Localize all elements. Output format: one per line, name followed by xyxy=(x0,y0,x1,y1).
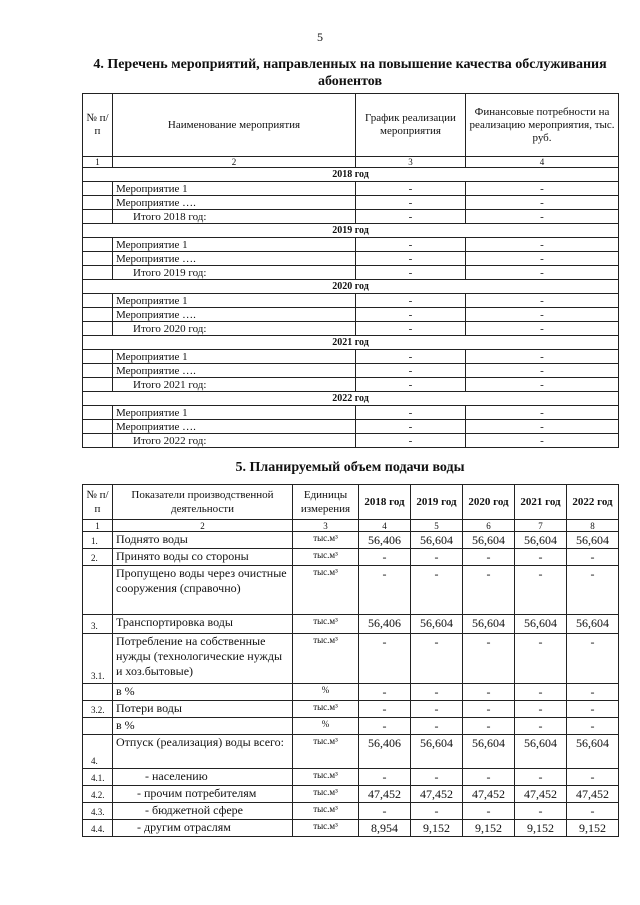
year-value: - xyxy=(359,549,411,566)
indicator-name: - прочим потребителям xyxy=(113,786,293,803)
year-value: - xyxy=(515,566,567,615)
year-label: 2018 год xyxy=(83,168,619,182)
year-group-row xyxy=(83,280,619,294)
water-table-header xyxy=(83,485,619,520)
year-value: 8,954 xyxy=(359,820,411,837)
unit: тыс.м³ xyxy=(293,820,359,837)
indicator-row xyxy=(83,634,619,684)
event-name: Мероприятие …. xyxy=(113,420,356,434)
year-value: 47,452 xyxy=(567,786,619,803)
year-value: 56,604 xyxy=(411,615,463,634)
year-value: - xyxy=(463,549,515,566)
year-value: - xyxy=(463,701,515,718)
year-value: 9,152 xyxy=(411,820,463,837)
year-value: - xyxy=(359,769,411,786)
year-value: - xyxy=(359,634,411,684)
event-finance: - xyxy=(466,378,619,392)
event-num xyxy=(83,322,113,336)
event-schedule: - xyxy=(356,294,466,308)
event-num xyxy=(83,434,113,448)
indicator-name: Отпуск (реализация) воды всего: xyxy=(113,735,293,769)
indicator-name: Принято воды со стороны xyxy=(113,549,293,566)
row-num: 3.2. xyxy=(83,701,113,718)
year-value: 9,152 xyxy=(463,820,515,837)
header-schedule: График реализации мероприятия xyxy=(356,94,466,157)
year-value: - xyxy=(515,803,567,820)
event-finance: - xyxy=(466,308,619,322)
year-value: 56,604 xyxy=(567,735,619,769)
page-number: 5 xyxy=(317,30,323,44)
year-value: - xyxy=(411,566,463,615)
event-name: Мероприятие …. xyxy=(113,252,356,266)
indicator-row xyxy=(83,735,619,769)
year-value: - xyxy=(411,549,463,566)
event-row xyxy=(83,238,619,252)
event-finance: - xyxy=(466,196,619,210)
column-number: 5 xyxy=(411,520,463,532)
event-name: Мероприятие 1 xyxy=(113,406,356,420)
year-value: - xyxy=(515,769,567,786)
header-unit: Единицы измерения xyxy=(293,485,359,520)
event-finance: - xyxy=(466,238,619,252)
event-name: Мероприятие 1 xyxy=(113,350,356,364)
year-label: 2022 год xyxy=(83,392,619,406)
column-number: 4 xyxy=(466,157,619,168)
year-value: 47,452 xyxy=(463,786,515,803)
header-num: № п/п xyxy=(83,94,113,157)
event-schedule: - xyxy=(356,182,466,196)
event-row xyxy=(83,364,619,378)
event-num xyxy=(83,420,113,434)
year-total-label: Итого 2022 год: xyxy=(113,434,356,448)
event-num xyxy=(83,308,113,322)
year-group-row xyxy=(83,336,619,350)
header-year: 2022 год xyxy=(567,485,619,520)
row-num: 3. xyxy=(83,615,113,634)
year-value: 56,604 xyxy=(463,532,515,549)
year-value: - xyxy=(515,684,567,701)
event-num xyxy=(83,406,113,420)
indicator-row xyxy=(83,820,619,837)
unit: тыс.м³ xyxy=(293,634,359,684)
event-num xyxy=(83,378,113,392)
unit: тыс.м³ xyxy=(293,532,359,549)
header-year: 2019 год xyxy=(411,485,463,520)
event-num xyxy=(83,182,113,196)
header-num: № п/п xyxy=(83,485,113,520)
event-row xyxy=(83,434,619,448)
event-num xyxy=(83,196,113,210)
column-number: 7 xyxy=(515,520,567,532)
indicator-name: Поднято воды xyxy=(113,532,293,549)
year-value: 56,604 xyxy=(463,735,515,769)
year-value: 9,152 xyxy=(567,820,619,837)
year-value: - xyxy=(359,566,411,615)
event-row xyxy=(83,350,619,364)
year-value: - xyxy=(567,634,619,684)
year-value: - xyxy=(567,684,619,701)
event-finance: - xyxy=(466,252,619,266)
event-name: Мероприятие …. xyxy=(113,364,356,378)
column-numbers-row xyxy=(83,520,619,532)
event-finance: - xyxy=(466,406,619,420)
event-finance: - xyxy=(466,434,619,448)
event-num xyxy=(83,266,113,280)
row-num: 4.3. xyxy=(83,803,113,820)
unit: тыс.м³ xyxy=(293,786,359,803)
indicator-row xyxy=(83,701,619,718)
indicator-name: - населению xyxy=(113,769,293,786)
indicator-row xyxy=(83,615,619,634)
event-row xyxy=(83,196,619,210)
year-value: 56,604 xyxy=(515,532,567,549)
year-value: - xyxy=(359,701,411,718)
indicator-name: Потребление на собственные нужды (технологические нужды и хоз.бытовые) xyxy=(113,634,293,684)
event-num xyxy=(83,210,113,224)
water-supply-table xyxy=(82,484,619,837)
year-value: 47,452 xyxy=(359,786,411,803)
indicator-name: в % xyxy=(113,684,293,701)
year-group-row xyxy=(83,168,619,182)
year-value: - xyxy=(359,803,411,820)
unit: % xyxy=(293,684,359,701)
row-num xyxy=(83,718,113,735)
year-label: 2021 год xyxy=(83,336,619,350)
events-table xyxy=(82,93,619,448)
unit: тыс.м³ xyxy=(293,615,359,634)
row-num xyxy=(83,684,113,701)
year-value: 56,604 xyxy=(411,532,463,549)
header-year: 2021 год xyxy=(515,485,567,520)
year-value: 56,604 xyxy=(463,615,515,634)
column-number: 3 xyxy=(356,157,466,168)
year-value: - xyxy=(359,718,411,735)
row-num: 4.1. xyxy=(83,769,113,786)
event-finance: - xyxy=(466,322,619,336)
year-label: 2019 год xyxy=(83,224,619,238)
section-5-title: 5. Планируемый объем подачи воды xyxy=(235,460,465,475)
year-value: 47,452 xyxy=(411,786,463,803)
event-name: Мероприятие …. xyxy=(113,196,356,210)
year-value: - xyxy=(359,684,411,701)
event-row xyxy=(83,294,619,308)
unit: тыс.м³ xyxy=(293,566,359,615)
row-num: 4.4. xyxy=(83,820,113,837)
events-table-header xyxy=(83,94,619,157)
event-schedule: - xyxy=(356,196,466,210)
year-value: - xyxy=(515,701,567,718)
row-num: 3.1. xyxy=(83,634,113,684)
event-name: Мероприятие 1 xyxy=(113,294,356,308)
event-row xyxy=(83,252,619,266)
column-numbers-row xyxy=(83,157,619,168)
column-number: 1 xyxy=(83,520,113,532)
event-finance: - xyxy=(466,294,619,308)
year-value: 9,152 xyxy=(515,820,567,837)
year-total-label: Итого 2019 год: xyxy=(113,266,356,280)
indicator-row xyxy=(83,769,619,786)
year-value: 56,406 xyxy=(359,532,411,549)
column-number: 3 xyxy=(293,520,359,532)
event-schedule: - xyxy=(356,420,466,434)
unit: тыс.м³ xyxy=(293,735,359,769)
event-row xyxy=(83,406,619,420)
section-4-title: 4. Перечень мероприятий, направленных на повышение качества обслуживания абонентов xyxy=(93,57,607,89)
row-num: 4.2. xyxy=(83,786,113,803)
event-schedule: - xyxy=(356,308,466,322)
unit: тыс.м³ xyxy=(293,701,359,718)
event-name: Мероприятие 1 xyxy=(113,182,356,196)
indicator-name: Потери воды xyxy=(113,701,293,718)
year-value: 56,604 xyxy=(515,735,567,769)
year-value: - xyxy=(411,718,463,735)
event-schedule: - xyxy=(356,378,466,392)
event-schedule: - xyxy=(356,266,466,280)
year-value: - xyxy=(567,566,619,615)
indicator-row xyxy=(83,786,619,803)
event-schedule: - xyxy=(356,322,466,336)
indicator-row xyxy=(83,549,619,566)
year-total-label: Итого 2020 год: xyxy=(113,322,356,336)
event-finance: - xyxy=(466,420,619,434)
event-row xyxy=(83,378,619,392)
event-finance: - xyxy=(466,266,619,280)
year-value: - xyxy=(567,718,619,735)
year-value: - xyxy=(567,701,619,718)
event-num xyxy=(83,294,113,308)
header-year: 2020 год xyxy=(463,485,515,520)
indicator-name: - другим отраслям xyxy=(113,820,293,837)
event-schedule: - xyxy=(356,252,466,266)
year-value: - xyxy=(411,803,463,820)
header-year: 2018 год xyxy=(359,485,411,520)
event-num xyxy=(83,364,113,378)
header-event-name: Наименование мероприятия xyxy=(113,94,356,157)
year-value: 56,604 xyxy=(567,532,619,549)
year-value: - xyxy=(463,684,515,701)
year-value: 56,406 xyxy=(359,735,411,769)
unit: тыс.м³ xyxy=(293,769,359,786)
unit: тыс.м³ xyxy=(293,803,359,820)
indicator-row xyxy=(83,566,619,615)
year-value: - xyxy=(515,634,567,684)
year-value: - xyxy=(515,549,567,566)
year-value: - xyxy=(515,718,567,735)
year-value: - xyxy=(567,549,619,566)
indicator-name: Транспортировка воды xyxy=(113,615,293,634)
indicator-name: Пропущено воды через очистные сооружения (справочно) xyxy=(113,566,293,615)
year-label: 2020 год xyxy=(83,280,619,294)
event-row xyxy=(83,210,619,224)
year-total-label: Итого 2021 год: xyxy=(113,378,356,392)
event-finance: - xyxy=(466,210,619,224)
year-value: - xyxy=(463,803,515,820)
column-number: 1 xyxy=(83,157,113,168)
header-finance: Финансовые потребности на реализацию мероприятия, тыс. руб. xyxy=(466,94,619,157)
column-number: 4 xyxy=(359,520,411,532)
event-row xyxy=(83,266,619,280)
event-num xyxy=(83,238,113,252)
event-name: Мероприятие 1 xyxy=(113,238,356,252)
event-finance: - xyxy=(466,364,619,378)
row-num: 1. xyxy=(83,532,113,549)
unit: тыс.м³ xyxy=(293,549,359,566)
row-num: 4. xyxy=(83,735,113,769)
year-value: 56,604 xyxy=(567,615,619,634)
year-group-row xyxy=(83,224,619,238)
event-schedule: - xyxy=(356,406,466,420)
indicator-name: - бюджетной сфере xyxy=(113,803,293,820)
row-num xyxy=(83,566,113,615)
header-indicator: Показатели производственной деятельности xyxy=(113,485,293,520)
event-finance: - xyxy=(466,182,619,196)
indicator-name: в % xyxy=(113,718,293,735)
year-value: - xyxy=(463,566,515,615)
event-schedule: - xyxy=(356,238,466,252)
year-value: - xyxy=(411,684,463,701)
event-num xyxy=(83,350,113,364)
year-value: - xyxy=(411,769,463,786)
year-value: 47,452 xyxy=(515,786,567,803)
event-row xyxy=(83,182,619,196)
year-value: 56,604 xyxy=(411,735,463,769)
column-number: 6 xyxy=(463,520,515,532)
event-row xyxy=(83,322,619,336)
event-schedule: - xyxy=(356,350,466,364)
year-total-label: Итого 2018 год: xyxy=(113,210,356,224)
event-schedule: - xyxy=(356,434,466,448)
event-num xyxy=(83,252,113,266)
event-finance: - xyxy=(466,350,619,364)
unit: % xyxy=(293,718,359,735)
event-schedule: - xyxy=(356,364,466,378)
indicator-row xyxy=(83,803,619,820)
year-value: - xyxy=(463,634,515,684)
year-group-row xyxy=(83,392,619,406)
year-value: 56,406 xyxy=(359,615,411,634)
row-num: 2. xyxy=(83,549,113,566)
indicator-row xyxy=(83,684,619,701)
year-value: - xyxy=(463,718,515,735)
column-number: 2 xyxy=(113,157,356,168)
year-value: - xyxy=(411,701,463,718)
event-schedule: - xyxy=(356,210,466,224)
year-value: - xyxy=(567,769,619,786)
indicator-row xyxy=(83,532,619,549)
event-row xyxy=(83,420,619,434)
indicator-row xyxy=(83,718,619,735)
year-value: - xyxy=(463,769,515,786)
event-row xyxy=(83,308,619,322)
year-value: - xyxy=(411,634,463,684)
column-number: 2 xyxy=(113,520,293,532)
event-name: Мероприятие …. xyxy=(113,308,356,322)
year-value: - xyxy=(567,803,619,820)
column-number: 8 xyxy=(567,520,619,532)
year-value: 56,604 xyxy=(515,615,567,634)
